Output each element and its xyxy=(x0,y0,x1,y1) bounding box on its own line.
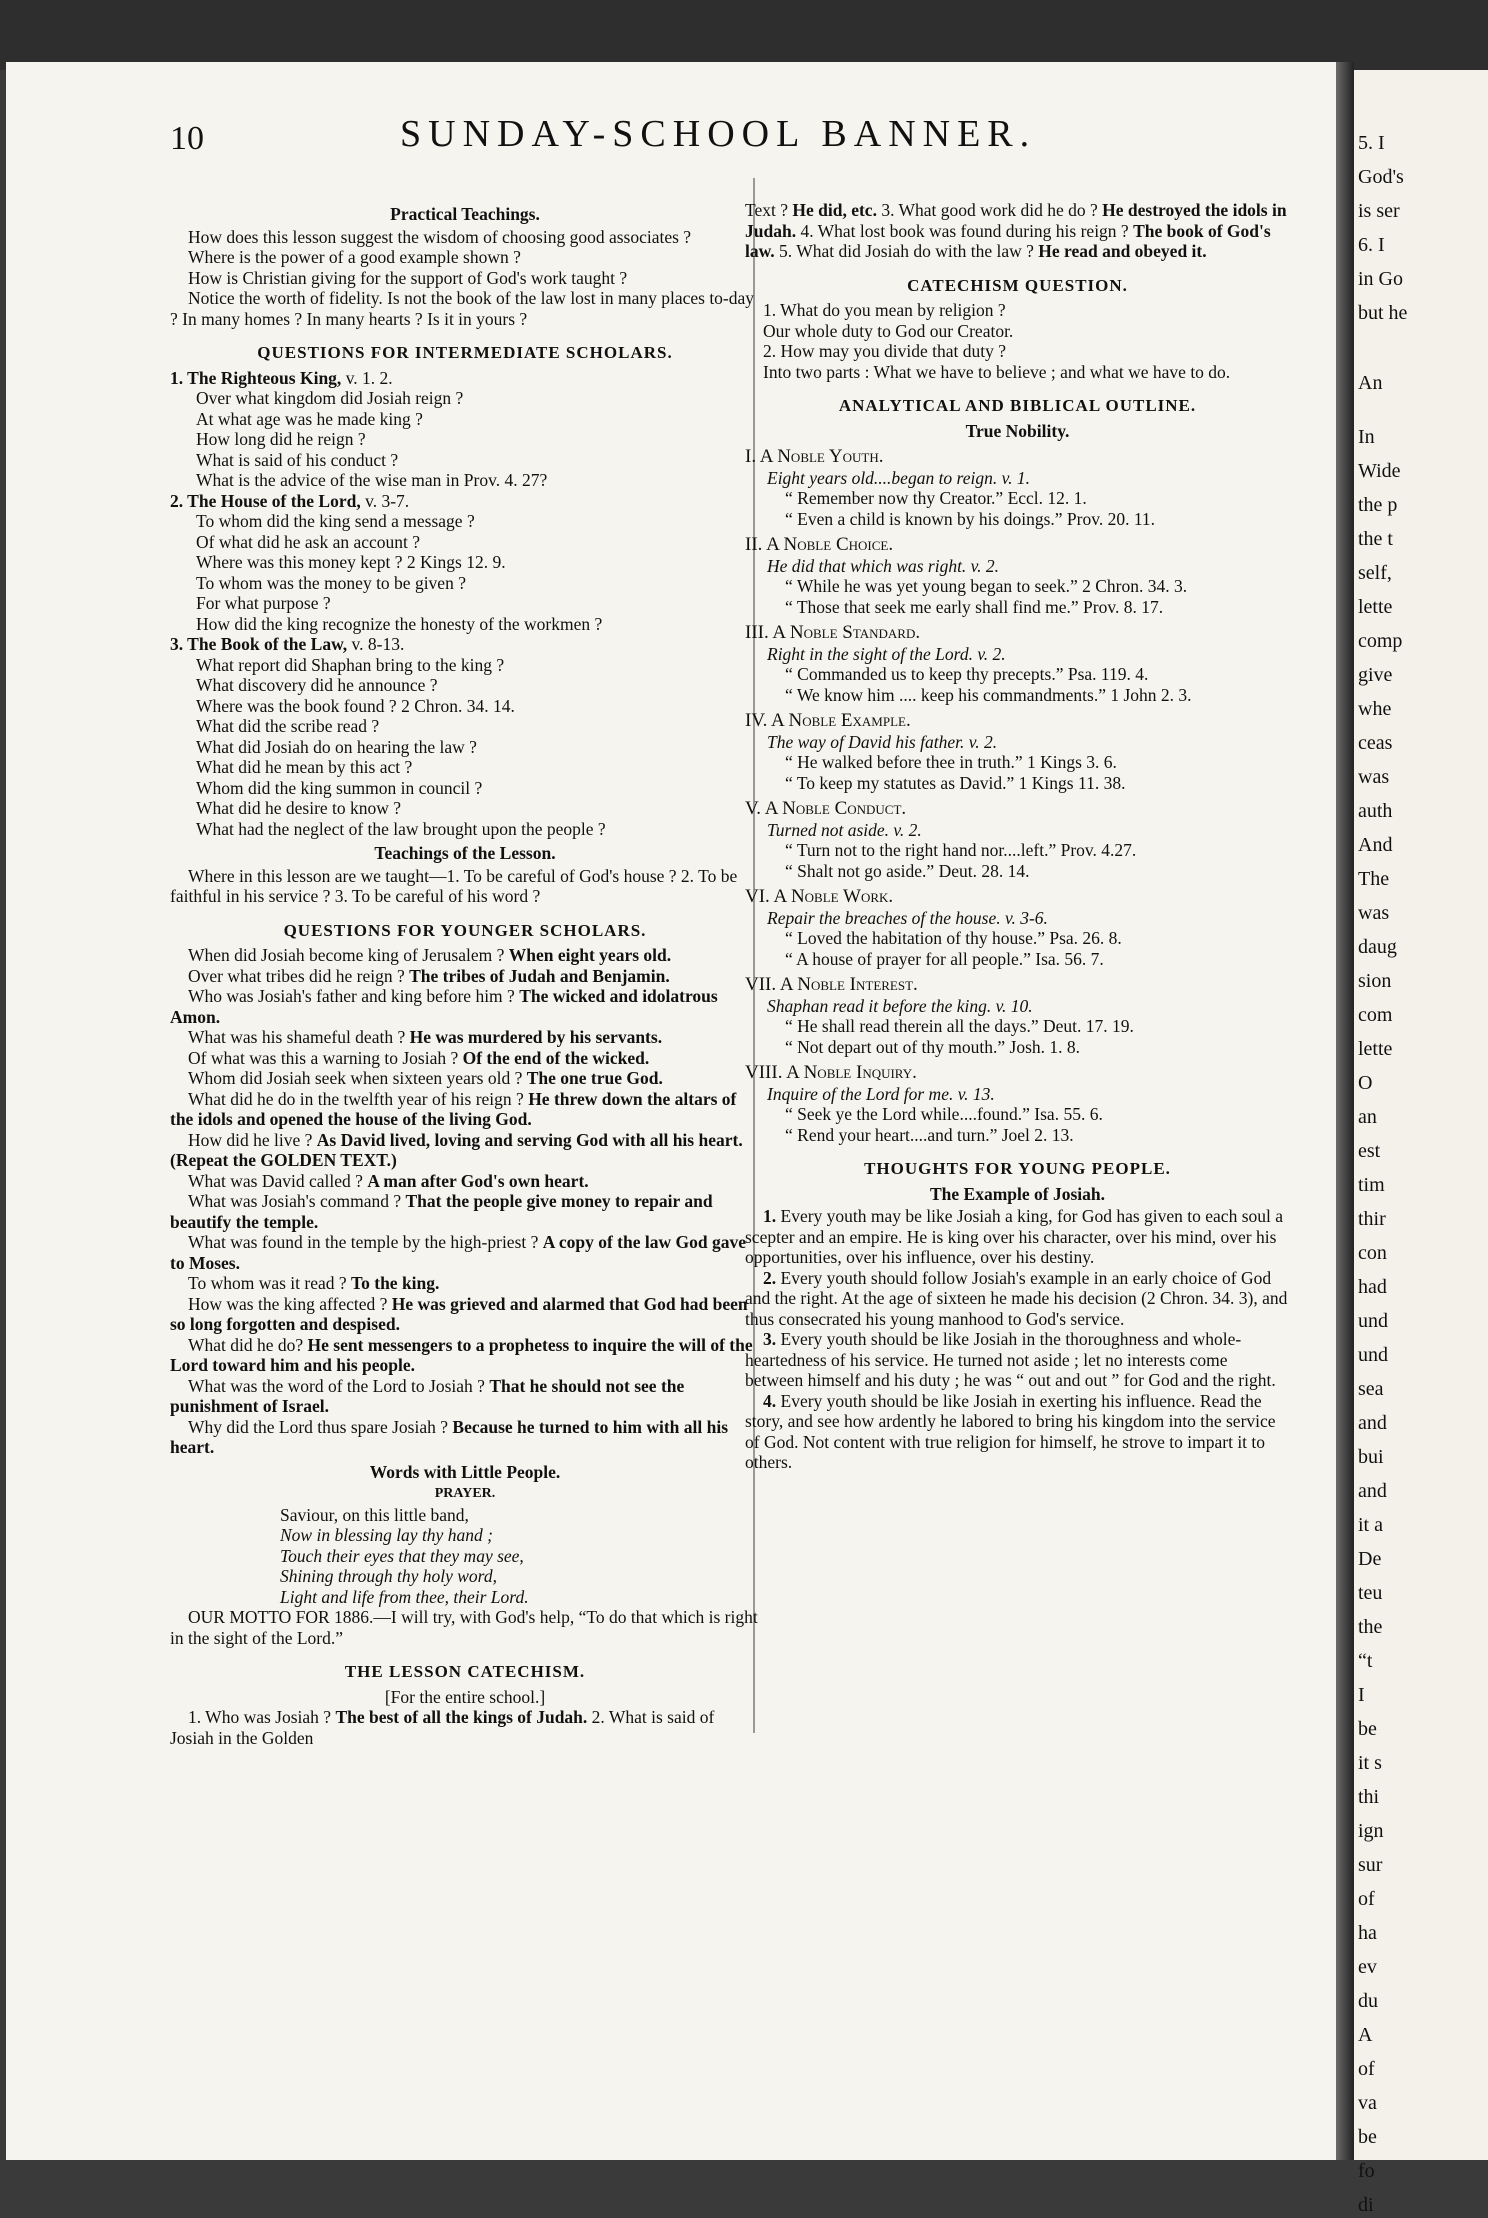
adjacent-page-text: fo xyxy=(1358,2160,1375,2182)
adjacent-page-text: had xyxy=(1358,1276,1387,1298)
paragraph: Where is the power of a good example shown ? xyxy=(188,247,521,267)
outline-text: Repair the breaches of the house. v. 3-6. xyxy=(767,907,1048,928)
adjacent-page-text: I xyxy=(1358,1684,1365,1706)
question: What did he mean by this act ? xyxy=(196,757,413,777)
adjacent-page-text: A xyxy=(1358,2024,1373,2046)
qa-item xyxy=(170,945,760,966)
answer-text: He sent messengers to a prophetess to inquire the will of the Lord toward him and his people. xyxy=(170,1334,753,1375)
outline-quote: “ He walked before thee in truth.” 1 Kings 3. 6. xyxy=(785,752,1117,772)
subsection-title: 2. The House of the Lord, v. 3-7. xyxy=(170,490,410,511)
section-subheading: True Nobility. xyxy=(965,420,1070,441)
section-heading: ANALYTICAL AND BIBLICAL OUTLINE. xyxy=(838,396,1197,415)
question-text: Over what tribes did he reign ? xyxy=(188,965,410,986)
adjacent-page-text: di xyxy=(1358,2194,1374,2216)
thought-paragraph xyxy=(745,1391,1290,1473)
answer-text: To the king. xyxy=(351,1273,440,1293)
outline-number: VIII. A xyxy=(745,1062,804,1083)
outline-number: V. A xyxy=(745,798,783,819)
qa-item xyxy=(170,1335,760,1376)
outline-quote: “ Seek ye the Lord while....found.” Isa. 55. 6. xyxy=(785,1104,1103,1124)
answer-text: The tribes of Judah and Benjamin. xyxy=(409,965,670,986)
outline-heading xyxy=(745,535,1290,556)
section-heading: QUESTIONS FOR YOUNGER SCHOLARS. xyxy=(283,920,647,940)
outline-title: Noble Conduct. xyxy=(782,798,907,819)
outline-title: Noble Example. xyxy=(788,710,911,731)
question: Over what kingdom did Josiah reign ? xyxy=(196,388,464,408)
outline-quote: “ Those that seek me early shall find me.” Prov. 8. 17. xyxy=(785,596,1164,617)
scan-background xyxy=(0,0,1488,70)
page-number: 10 xyxy=(170,120,204,157)
question: Whom did the king summon in council ? xyxy=(196,777,483,798)
outline-quote: “ Even a child is known by his doings.” Prov. 20. 11. xyxy=(785,508,1156,529)
page-gutter xyxy=(1336,62,1354,2160)
question: Where was the book found ? 2 Chron. 34. 14. xyxy=(196,695,515,716)
catechism-continued: Text ? He did, etc. 3. What good work did he do ? He destroyed the idols in Judah. 4. What lost book was found during his reign ? The book of God's law. 5. What did Josiah do with the law ? He read and obeyed it. xyxy=(745,200,1287,261)
answer-text: He was grieved and alarmed that God had been so long forgotten and despised. xyxy=(170,1293,748,1334)
answer-text: He was murdered by his servants. xyxy=(409,1027,663,1047)
adjacent-page-text: the xyxy=(1358,1616,1383,1638)
outline-text: He did that which was right. v. 2. xyxy=(767,555,1000,576)
question: What did he desire to know ? xyxy=(196,798,402,818)
verse-line: Now in blessing lay thy hand ; xyxy=(280,1525,493,1545)
thought-paragraph xyxy=(745,1329,1290,1391)
adjacent-page-text: “t xyxy=(1358,1650,1373,1672)
question-list xyxy=(170,655,760,840)
outline-quote: “ He shall read therein all the days.” Deut. 17. 19. xyxy=(785,1016,1134,1036)
adjacent-page-text: con xyxy=(1358,1242,1387,1264)
thought-text: Every youth should follow Josiah's example in an early choice of God and the right. At the age of sixteen he made his decision (2 Chron. 34. 3), and thus consecrated his young manhood to God's service. xyxy=(745,1267,1288,1329)
outline-heading xyxy=(745,623,1290,644)
answer-text: A man after God's own heart. xyxy=(367,1170,589,1191)
answer-text: Of the end of the wicked. xyxy=(462,1047,650,1068)
outline-heading xyxy=(745,799,1290,820)
section-subheading: The Example of Josiah. xyxy=(929,1183,1106,1204)
qa-item xyxy=(170,1294,760,1335)
question-text: When did Josiah become king of Jerusalem ? xyxy=(188,945,509,965)
left-column xyxy=(170,200,760,1748)
prayer-verse xyxy=(170,1505,760,1608)
thought-text: Every youth may be like Josiah a king, for God has given to each soul a scepter and an empire. He is king over his character, over his mind, over his opportunities, over his influence, over his destiny. xyxy=(745,1206,1284,1267)
paragraph: Notice the worth of fidelity. Is not the book of the law lost in many places to-day ? In many homes ? In many hearts ? Is it in yours ? xyxy=(170,288,755,329)
outline-title: Noble Interest. xyxy=(797,974,918,995)
section-heading: Words with Little People. xyxy=(369,1461,561,1482)
adjacent-page-text: it s xyxy=(1358,1752,1382,1774)
verse-line: Shining through thy holy word, xyxy=(280,1566,497,1586)
adjacent-page-text: De xyxy=(1358,1548,1382,1570)
adjacent-page-text: but he xyxy=(1358,302,1408,324)
question: What is said of his conduct ? xyxy=(196,449,399,470)
verse-line: Light and life from thee, their Lord. xyxy=(280,1586,529,1607)
answer-text: The one true God. xyxy=(526,1068,663,1088)
answer-text: That the people give money to repair and beautify the temple. xyxy=(170,1191,713,1232)
adjacent-page-text: God's xyxy=(1358,166,1404,188)
outline-quote: “ While he was yet young began to seek.” 2 Chron. 34. 3. xyxy=(785,576,1188,596)
outline-heading xyxy=(745,447,1290,468)
adjacent-page-text: auth xyxy=(1358,800,1393,822)
outline-list xyxy=(745,447,1290,1145)
adjacent-page-text: the t xyxy=(1358,528,1393,550)
adjacent-page-text: be xyxy=(1358,1718,1377,1740)
paragraph: How is Christian giving for the support of God's work taught ? xyxy=(188,267,628,288)
paragraph: Where in this lesson are we taught—1. To be careful of God's house ? 2. To be faithful in his service ? 3. To be careful of his word ? xyxy=(170,865,738,906)
question-text: What was his shameful death ? xyxy=(188,1027,410,1047)
question: To whom was the money to be given ? xyxy=(196,572,466,593)
outline-heading xyxy=(745,887,1290,908)
thought-paragraph xyxy=(745,1206,1290,1268)
thought-number: 1. xyxy=(763,1206,777,1226)
thought-number: 3. xyxy=(763,1329,777,1349)
question: What report did Shaphan bring to the king ? xyxy=(196,654,505,675)
outline-quote: “ Turn not to the right hand nor....left.” Prov. 4.27. xyxy=(785,840,1137,860)
adjacent-page-text: An xyxy=(1358,372,1383,394)
adjacent-page-text: And xyxy=(1358,834,1393,856)
outline-text: Eight years old....began to reign. v. 1. xyxy=(767,467,1030,488)
outline-quote: “ Remember now thy Creator.” Eccl. 12. 1. xyxy=(785,488,1087,508)
outline-title: Noble Choice. xyxy=(783,534,894,555)
adjacent-page-text: ev xyxy=(1358,1956,1377,1978)
outline-number: III. A xyxy=(745,622,790,643)
question-text: What did he do? xyxy=(188,1334,308,1355)
adjacent-page-text: and xyxy=(1358,1412,1387,1434)
outline-text: The way of David his father. v. 2. xyxy=(767,731,998,752)
section-heading: THOUGHTS FOR YOUNG PEOPLE. xyxy=(864,1159,1171,1178)
outline-number: VI. A xyxy=(745,886,791,907)
motto: OUR MOTTO FOR 1886.—I will try, with God's help, “To do that which is right in the sight of the Lord.” xyxy=(170,1607,758,1648)
question-text: What did he do in the twelfth year of his reign ? xyxy=(188,1088,529,1109)
thoughts-list xyxy=(745,1206,1290,1473)
qa-item xyxy=(170,1417,760,1458)
question-list xyxy=(170,388,760,491)
question: What is the advice of the wise man in Prov. 4. 27? xyxy=(196,470,548,490)
adjacent-page-text: com xyxy=(1358,1004,1393,1026)
question: What had the neglect of the law brought upon the people ? xyxy=(196,818,606,839)
adjacent-page-text: du xyxy=(1358,1990,1378,2012)
question: How did the king recognize the honesty of the workmen ? xyxy=(196,613,603,634)
catechism-subtitle: [For the entire school.] xyxy=(384,1686,546,1707)
question-text: What was found in the temple by the high-priest ? xyxy=(188,1232,543,1252)
question: Where was this money kept ? 2 Kings 12. 9. xyxy=(196,552,506,572)
adjacent-page-text: ha xyxy=(1358,1922,1377,1944)
qa-item xyxy=(170,1376,760,1417)
outline-quote: “ To keep my statutes as David.” 1 Kings 11. 38. xyxy=(785,772,1126,793)
question-text: How was the king affected ? xyxy=(188,1293,392,1314)
answer-text: He threw down the altars of the idols and opened the house of the living God. xyxy=(170,1088,737,1129)
adjacent-page-text: und xyxy=(1358,1344,1388,1366)
outline-title: Noble Inquiry. xyxy=(803,1062,917,1083)
answer-text: When eight years old. xyxy=(508,945,672,965)
right-column xyxy=(745,200,1290,1473)
adjacent-page-text: be xyxy=(1358,2126,1377,2148)
question: At what age was he made king ? xyxy=(196,408,423,429)
adjacent-page-text: est xyxy=(1358,1140,1381,1162)
subsection-title: 3. The Book of the Law, v. 8-13. xyxy=(170,634,405,654)
adjacent-page-text: give xyxy=(1358,664,1393,686)
question-text: What was the word of the Lord to Josiah ? xyxy=(188,1375,490,1396)
page-header xyxy=(170,112,1170,162)
question-text: Whom did Josiah seek when sixteen years old ? xyxy=(188,1068,527,1088)
outline-title: Noble Youth. xyxy=(777,446,884,467)
thought-number: 4. xyxy=(763,1390,777,1411)
adjacent-page-text: bui xyxy=(1358,1446,1384,1468)
qa-item xyxy=(170,1191,760,1232)
adjacent-page-text: sion xyxy=(1358,970,1392,992)
adjacent-page-text: thi xyxy=(1358,1786,1380,1808)
adjacent-page-text: tim xyxy=(1358,1174,1385,1196)
outline-text: Shaphan read it before the king. v. 10. xyxy=(767,995,1033,1016)
qa-item xyxy=(170,1273,760,1294)
outline-title: Noble Standard. xyxy=(789,622,921,643)
adjacent-page-text: The xyxy=(1358,868,1390,890)
adjacent-page-text: sur xyxy=(1358,1854,1383,1876)
adjacent-page-text: ign xyxy=(1358,1820,1384,1842)
outline-quote: “ Shalt not go aside.” Deut. 28. 14. xyxy=(785,860,1030,881)
adjacent-page-text: thir xyxy=(1358,1208,1386,1230)
thought-text: Every youth should be like Josiah in the thoroughness and whole-heartedness of his service. He turned not aside ; let no interests come between himself and his duty ; he was “ out and out ” for God and the right. xyxy=(745,1329,1276,1390)
question: How long did he reign ? xyxy=(196,429,366,449)
outline-heading xyxy=(745,711,1290,732)
answer-text: That he should not see the punishment of Israel. xyxy=(170,1375,685,1416)
question-text: Who was Josiah's father and king before him ? xyxy=(188,986,520,1006)
section-heading: CATECHISM QUESTION. xyxy=(907,275,1128,295)
adjacent-page-text: lette xyxy=(1358,1038,1393,1060)
adjacent-page-text: and xyxy=(1358,1480,1387,1502)
adjacent-page-text: is ser xyxy=(1358,200,1400,222)
paragraph: Our whole duty to God our Creator. xyxy=(763,320,1014,341)
adjacent-page-text: self, xyxy=(1358,562,1392,584)
adjacent-page-text: of xyxy=(1358,2058,1375,2080)
outline-quote: “ Commanded us to keep thy precepts.” Psa. 119. 4. xyxy=(785,664,1149,684)
outline-text: Inquire of the Lord for me. v. 13. xyxy=(767,1083,995,1104)
adjacent-page-text: in Go xyxy=(1358,268,1403,290)
qa-item xyxy=(170,1068,760,1089)
outline-quote: “ A house of prayer for all people.” Isa. 56. 7. xyxy=(785,948,1104,969)
section-heading: Teachings of the Lesson. xyxy=(374,843,556,863)
question: Of what did he ask an account ? xyxy=(196,531,421,552)
answer-text: A copy of the law God gave to Moses. xyxy=(170,1232,746,1273)
outline-heading xyxy=(745,1063,1290,1084)
adjacent-page-text: lette xyxy=(1358,596,1393,618)
paragraph: 1. What do you mean by religion ? xyxy=(763,300,1006,320)
running-title: SUNDAY-SCHOOL BANNER. xyxy=(400,113,1037,155)
adjacent-page-text: the p xyxy=(1358,494,1398,516)
outline-number: II. A xyxy=(745,534,784,555)
paragraph: How does this lesson suggest the wisdom of choosing good associates ? xyxy=(188,226,692,247)
question-text: To whom was it read ? xyxy=(188,1273,352,1293)
question: What did Josiah do on hearing the law ? xyxy=(196,736,477,757)
verse-line: Saviour, on this little band, xyxy=(280,1504,469,1525)
qa-item xyxy=(170,1089,760,1130)
question: For what purpose ? xyxy=(196,593,331,613)
adjacent-page-text: it a xyxy=(1358,1514,1383,1536)
adjacent-page-text: In xyxy=(1358,426,1375,448)
outline-number: VII. A xyxy=(745,974,798,995)
outline-quote: “ Not depart out of thy mouth.” Josh. 1. 8. xyxy=(785,1036,1081,1057)
adjacent-page-text: 5. I xyxy=(1358,132,1385,154)
outline-title: Noble Work. xyxy=(790,886,894,907)
section-heading: Practical Teachings. xyxy=(390,204,540,224)
thought-paragraph xyxy=(745,1268,1290,1330)
question-text: Why did the Lord thus spare Josiah ? xyxy=(188,1416,453,1437)
question-text: How did he live ? xyxy=(188,1129,317,1150)
outline-number: IV. A xyxy=(745,710,789,731)
paragraph: Into two parts : What we have to believe ; and what we have to do. xyxy=(763,361,1231,382)
answer-text: Because he turned to him with all his heart. xyxy=(170,1416,729,1457)
qa-item xyxy=(170,1027,760,1048)
thought-number: 2. xyxy=(763,1267,777,1288)
outline-quote: “ Loved the habitation of thy house.” Psa. 26. 8. xyxy=(785,928,1122,948)
adjacent-page-text: daug xyxy=(1358,936,1397,958)
adjacent-page-text: 6. I xyxy=(1358,234,1385,256)
qa-item xyxy=(170,1232,760,1273)
question: What did the scribe read ? xyxy=(196,716,380,736)
qa-item xyxy=(170,1171,760,1192)
thought-text: Every youth should be like Josiah in exerting his influence. Read the story, and see how ardently he labored to bring his kingdom into the service of God. Not content with true religion for himself, he strove to impart it to others. xyxy=(745,1390,1276,1472)
section-heading: QUESTIONS FOR INTERMEDIATE SCHOLARS. xyxy=(257,343,673,362)
outline-heading xyxy=(745,975,1290,996)
adjacent-page-text: O xyxy=(1358,1072,1373,1094)
adjacent-page-text: an xyxy=(1358,1106,1377,1128)
question-text: What was David called ? xyxy=(188,1170,368,1191)
subsection-title: 1. The Righteous King, v. 1. 2. xyxy=(170,367,393,388)
qa-item xyxy=(170,1048,760,1069)
outline-text: Right in the sight of the Lord. v. 2. xyxy=(767,643,1006,664)
section-heading: THE LESSON CATECHISM. xyxy=(344,1662,586,1681)
adjacent-page-text: was xyxy=(1358,902,1390,924)
prayer-label: PRAYER. xyxy=(434,1486,496,1501)
adjacent-page-text: Wide xyxy=(1358,460,1401,482)
qa-item xyxy=(170,966,760,987)
qa-item xyxy=(170,986,760,1027)
outline-text: Turned not aside. v. 2. xyxy=(767,819,922,840)
adjacent-page-text: of xyxy=(1358,1888,1375,1910)
adjacent-page-fragment xyxy=(1354,70,1488,2216)
catechism-text: 1. Who was Josiah ? The best of all the kings of Judah. 2. What is said of Josiah in the Golden xyxy=(170,1707,715,1748)
verse-line: Touch their eyes that they may see, xyxy=(280,1545,524,1566)
adjacent-page-text: va xyxy=(1358,2092,1377,2114)
qa-list xyxy=(170,945,760,1458)
adjacent-page-text: und xyxy=(1358,1310,1388,1332)
adjacent-page-text: whe xyxy=(1358,698,1392,720)
question-list xyxy=(170,511,760,634)
answer-text: The wicked and idolatrous Amon. xyxy=(170,986,718,1027)
answer-text: As David lived, loving and serving God with all his heart. (Repeat the GOLDEN TEXT.) xyxy=(170,1129,743,1170)
question-text: What was Josiah's command ? xyxy=(188,1191,406,1211)
outline-quote: “ We know him .... keep his commandments.” 1 John 2. 3. xyxy=(785,684,1192,705)
adjacent-page-text: was xyxy=(1358,766,1390,788)
adjacent-page-text: ceas xyxy=(1358,732,1393,754)
question: To whom did the king send a message ? xyxy=(196,511,475,531)
adjacent-page-text: teu xyxy=(1358,1582,1383,1604)
adjacent-page-text: comp xyxy=(1358,630,1403,652)
qa-item xyxy=(170,1130,760,1171)
outline-number: I. A xyxy=(745,446,778,467)
question: What discovery did he announce ? xyxy=(196,675,438,695)
adjacent-page-text: sea xyxy=(1358,1378,1384,1400)
paragraph: 2. How may you divide that duty ? xyxy=(763,341,1007,361)
question-text: Of what was this a warning to Josiah ? xyxy=(188,1047,463,1068)
outline-quote: “ Rend your heart....and turn.” Joel 2. 13. xyxy=(785,1124,1074,1145)
